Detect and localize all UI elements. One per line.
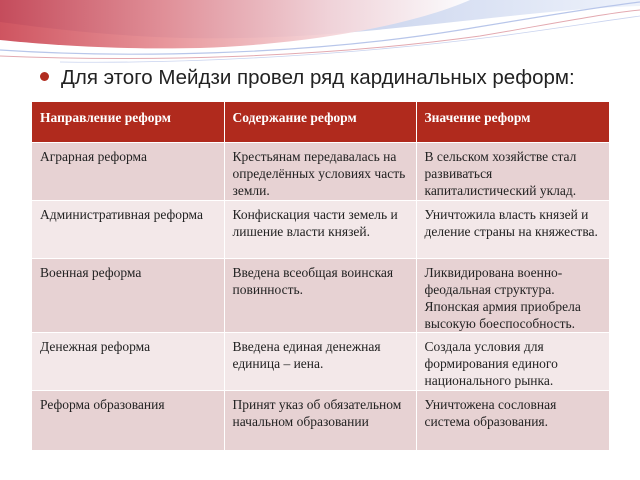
- table-row: [32, 200, 609, 258]
- table-row: [32, 142, 609, 200]
- cell-significance: Создала условия для формирования единого национального рынка.: [416, 332, 609, 390]
- reforms-table: [32, 102, 610, 450]
- cell-content: Крестьянам передавалась на определённых условиях часть земли.: [224, 142, 416, 200]
- cell-content: Введена единая денежная единица – иена.: [224, 332, 416, 390]
- table-row: [32, 258, 609, 332]
- cell-content: Конфискация части земель и лишение власти князей.: [224, 200, 416, 258]
- cell-direction: Административная реформа: [32, 200, 224, 258]
- header-direction: Направление реформ: [32, 102, 224, 142]
- header-content: Содержание реформ: [224, 102, 416, 142]
- cell-direction: Денежная реформа: [32, 332, 224, 390]
- bullet-icon: [40, 72, 49, 81]
- cell-content: Принят указ об обязательном начальном образовании: [224, 390, 416, 450]
- cell-significance: В сельском хозяйстве стал развиваться капиталистический уклад.: [416, 142, 609, 200]
- intro-text: Для этого Мейдзи провел ряд кардинальных реформ:: [61, 66, 575, 89]
- table-row: [32, 390, 609, 450]
- cell-significance: Уничтожила власть князей и деление страны на княжества.: [416, 200, 609, 258]
- table-header-row: [32, 102, 609, 142]
- cell-content: Введена всеобщая воинская повинность.: [224, 258, 416, 332]
- header-significance: Значение реформ: [416, 102, 609, 142]
- table-row: [32, 332, 609, 390]
- cell-direction: Реформа образования: [32, 390, 224, 450]
- intro-bullet: [40, 66, 575, 90]
- cell-significance: Уничтожена сословная система образования.: [416, 390, 609, 450]
- cell-significance: Ликвидирована военно-феодальная структура. Японская армия приобрела высокую боеспособность.: [416, 258, 609, 332]
- cell-direction: Аграрная реформа: [32, 142, 224, 200]
- cell-direction: Военная реформа: [32, 258, 224, 332]
